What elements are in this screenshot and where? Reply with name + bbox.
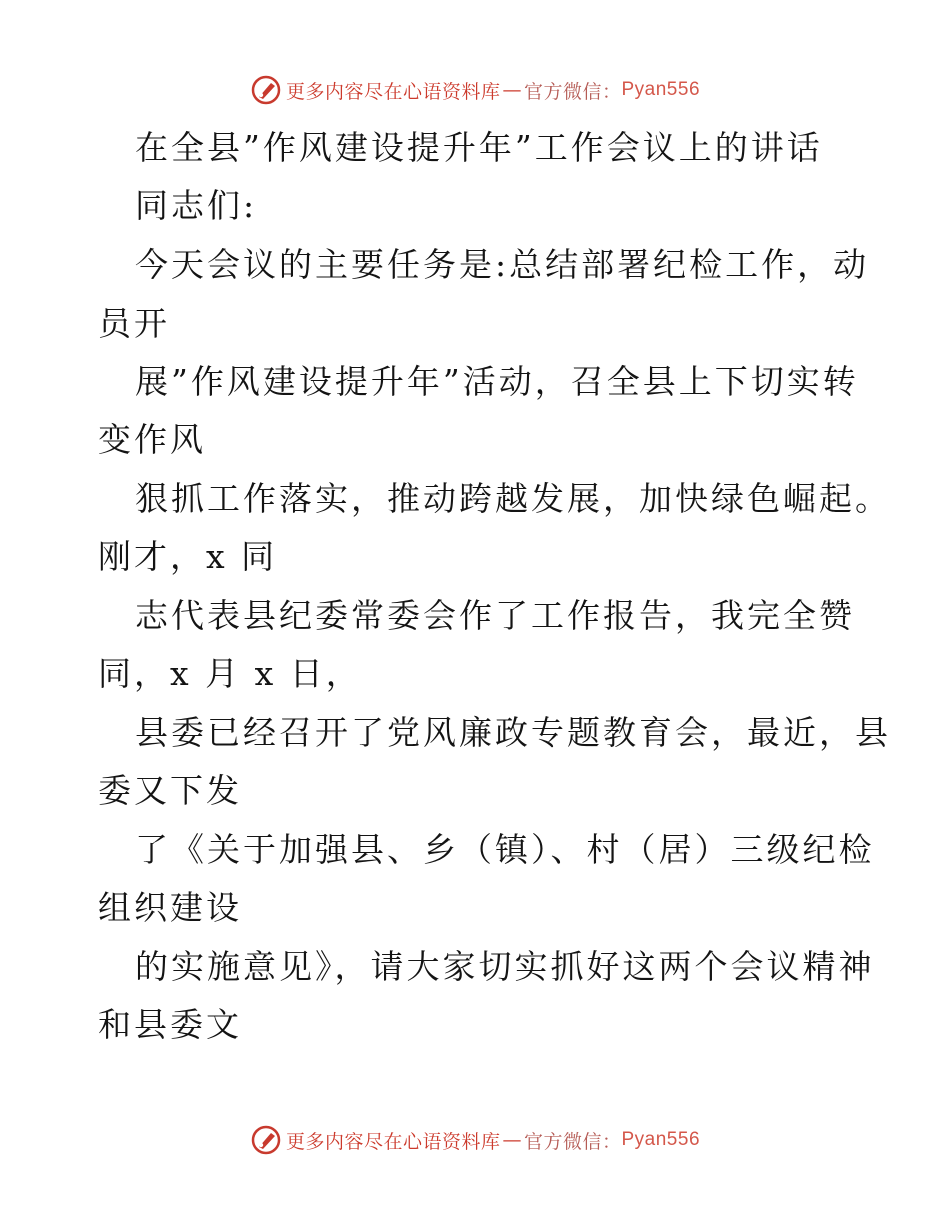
paragraph-line: 志代表县纪委常委会作了工作报告，我完全赞 bbox=[135, 596, 855, 635]
paragraph-line: 组织建设 bbox=[98, 888, 242, 927]
watermark-wechat-id: Pyan556 bbox=[621, 1129, 701, 1150]
paragraph-line: 员开 bbox=[98, 304, 170, 343]
paragraph-line: 刚才，x 同 bbox=[98, 537, 278, 576]
paragraph-line: 委又下发 bbox=[98, 771, 242, 810]
watermark-wechat-label: 官方微信： bbox=[523, 1130, 622, 1153]
paragraph-line: 和县委文 bbox=[98, 1005, 242, 1044]
paragraph-line: 狠抓工作落实，推动跨越发展，加快绿色崛起。 bbox=[135, 479, 891, 518]
watermark-dash: — bbox=[502, 1129, 522, 1151]
watermark-footer bbox=[0, 1120, 950, 1160]
paragraph-line: 今天会议的主要任务是:总结部署纪检工作，动 bbox=[135, 245, 870, 284]
paragraph-line: 变作风 bbox=[98, 420, 206, 459]
watermark-wechat-label: 官方微信： bbox=[523, 80, 622, 103]
watermark-brand-text: 更多内容尽在心语资料库 bbox=[285, 1130, 501, 1153]
watermark-brand-text: 更多内容尽在心语资料库 bbox=[285, 80, 501, 103]
pen-logo-icon bbox=[250, 74, 282, 106]
paragraph-line: 同，x 月 x 日， bbox=[98, 654, 362, 693]
paragraph-line: 的实施意见》，请大家切实抓好这两个会议精神 bbox=[135, 947, 875, 986]
paragraph-line: 了《关于加强县、乡（镇）、村（居）三级纪检 bbox=[135, 830, 875, 869]
watermark-dash: — bbox=[502, 79, 522, 101]
paragraph-line: 县委已经召开了党风廉政专题教育会，最近，县 bbox=[135, 713, 891, 752]
watermark-header bbox=[0, 70, 950, 110]
watermark-wechat-id: Pyan556 bbox=[621, 79, 701, 100]
paragraph-line: 展”作风建设提升年”活动，召全县上下切实转 bbox=[135, 362, 859, 401]
salutation: 同志们: bbox=[135, 186, 258, 225]
document-title: 在全县”作风建设提升年”工作会议上的讲话 bbox=[135, 128, 823, 167]
pen-logo-icon bbox=[250, 1124, 282, 1156]
